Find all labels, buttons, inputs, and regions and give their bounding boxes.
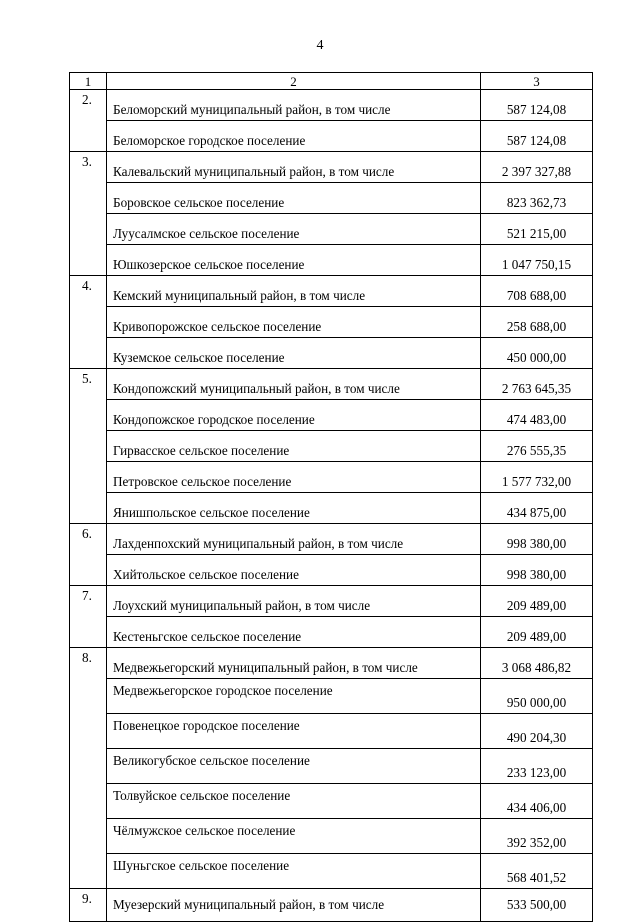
table-header-row — [70, 73, 593, 90]
settlement-name: Юшкозерское сельское поселение — [107, 245, 481, 276]
amount-value: 950 000,00 — [481, 679, 593, 714]
amount-value: 568 401,52 — [481, 854, 593, 889]
settlement-name: Повенецкое городское поселение — [107, 714, 481, 749]
amount-value: 209 489,00 — [481, 586, 593, 617]
amount-value: 998 380,00 — [481, 524, 593, 555]
amount-value: 587 124,08 — [481, 121, 593, 152]
amount-value: 3 068 486,82 — [481, 648, 593, 679]
district-name: Медвежьегорский муниципальный район, в том числе — [107, 648, 481, 679]
amount-value: 392 352,00 — [481, 819, 593, 854]
district-row — [70, 90, 593, 121]
amount-value: 823 362,73 — [481, 183, 593, 214]
settlement-name: Чёлмужское сельское поселение — [107, 819, 481, 854]
settlement-name: Луусалмское сельское поселение — [107, 214, 481, 245]
settlement-row — [70, 617, 593, 648]
amount-value: 2 763 645,35 — [481, 369, 593, 400]
amount-value: 434 406,00 — [481, 784, 593, 819]
settlement-name: Беломорское городское поселение — [107, 121, 481, 152]
group-number: 8. — [70, 648, 107, 889]
group-number: 5. — [70, 369, 107, 524]
table-body — [70, 73, 593, 922]
amount-value: 434 875,00 — [481, 493, 593, 524]
settlement-row — [70, 121, 593, 152]
settlement-name: Янишпольское сельское поселение — [107, 493, 481, 524]
district-row — [70, 276, 593, 307]
group-number: 4. — [70, 276, 107, 369]
amount-value: 998 380,00 — [481, 555, 593, 586]
group-number: 9. — [70, 889, 107, 922]
district-name: Лоухский муниципальный район, в том числе — [107, 586, 481, 617]
settlement-row — [70, 307, 593, 338]
district-row — [70, 369, 593, 400]
column-header-number: 1 — [70, 73, 107, 90]
district-name: Кондопожский муниципальный район, в том числе — [107, 369, 481, 400]
amount-value: 708 688,00 — [481, 276, 593, 307]
district-row — [70, 524, 593, 555]
settlement-name: Хийтольское сельское поселение — [107, 555, 481, 586]
settlement-name: Кривопорожское сельское поселение — [107, 307, 481, 338]
district-row — [70, 648, 593, 679]
settlement-row — [70, 400, 593, 431]
settlement-row — [70, 555, 593, 586]
settlement-row — [70, 431, 593, 462]
amount-value: 258 688,00 — [481, 307, 593, 338]
column-header-value: 3 — [481, 73, 593, 90]
settlement-row — [70, 854, 593, 889]
settlement-row — [70, 245, 593, 276]
settlement-name: Петровское сельское поселение — [107, 462, 481, 493]
district-name: Кемский муниципальный район, в том числе — [107, 276, 481, 307]
settlement-name: Шуньгское сельское поселение — [107, 854, 481, 889]
settlement-name: Кондопожское городское поселение — [107, 400, 481, 431]
amount-value: 276 555,35 — [481, 431, 593, 462]
amount-value: 533 500,00 — [481, 889, 593, 922]
settlement-name: Толвуйское сельское поселение — [107, 784, 481, 819]
amount-value: 450 000,00 — [481, 338, 593, 369]
settlement-row — [70, 214, 593, 245]
settlement-name: Боровское сельское поселение — [107, 183, 481, 214]
amount-value: 490 204,30 — [481, 714, 593, 749]
group-number: 2. — [70, 90, 107, 152]
district-row — [70, 586, 593, 617]
page-number: 4 — [316, 38, 324, 53]
amount-value: 587 124,08 — [481, 90, 593, 121]
amount-value: 474 483,00 — [481, 400, 593, 431]
settlement-row — [70, 749, 593, 784]
district-name: Муезерский муниципальный район, в том числе — [107, 889, 481, 922]
amount-value: 233 123,00 — [481, 749, 593, 784]
settlement-row — [70, 819, 593, 854]
settlement-row — [70, 183, 593, 214]
group-number: 3. — [70, 152, 107, 276]
settlement-name: Медвежьегорское городское поселение — [107, 679, 481, 714]
amount-value: 521 215,00 — [481, 214, 593, 245]
settlement-name: Куземское сельское поселение — [107, 338, 481, 369]
group-number: 7. — [70, 586, 107, 648]
district-name: Калевальский муниципальный район, в том числе — [107, 152, 481, 183]
district-name: Лахденпохский муниципальный район, в том числе — [107, 524, 481, 555]
district-row — [70, 152, 593, 183]
district-name: Беломорский муниципальный район, в том числе — [107, 90, 481, 121]
settlement-row — [70, 493, 593, 524]
settlement-row — [70, 714, 593, 749]
allocation-table — [69, 72, 593, 922]
group-number: 6. — [70, 524, 107, 586]
settlement-name: Великогубское сельское поселение — [107, 749, 481, 784]
settlement-row — [70, 462, 593, 493]
amount-value: 1 577 732,00 — [481, 462, 593, 493]
amount-value: 1 047 750,15 — [481, 245, 593, 276]
district-row — [70, 889, 593, 922]
amount-value: 2 397 327,88 — [481, 152, 593, 183]
settlement-row — [70, 784, 593, 819]
settlement-name: Гирвасское сельское поселение — [107, 431, 481, 462]
amount-value: 209 489,00 — [481, 617, 593, 648]
settlement-row — [70, 679, 593, 714]
settlement-row — [70, 338, 593, 369]
settlement-name: Кестеньгское сельское поселение — [107, 617, 481, 648]
column-header-name: 2 — [107, 73, 481, 90]
